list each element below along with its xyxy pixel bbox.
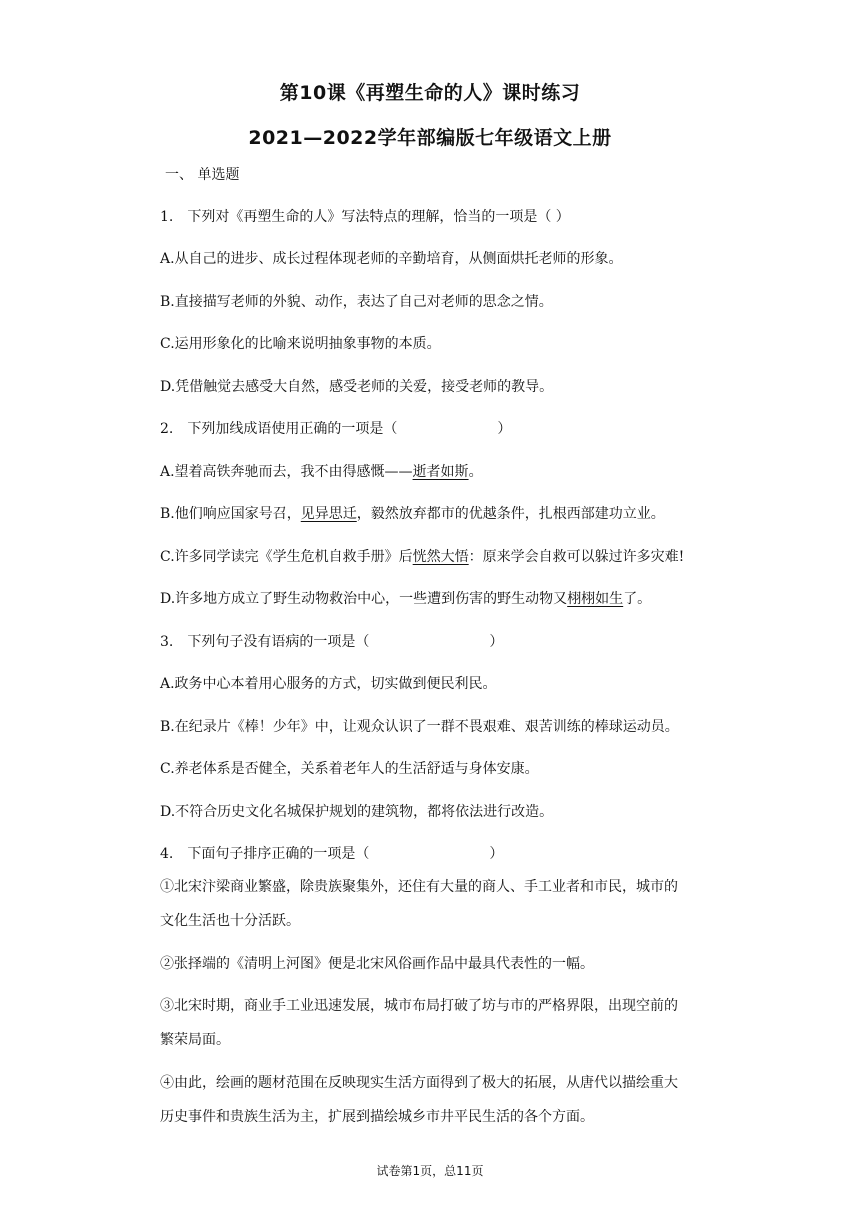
question-3-option-c: C.养老体系是否健全，关系着老年人的生活舒适与身体安康。 [160,761,539,777]
question-1-option-c: C.运用形象化的比喻来说明抽象事物的本质。 [160,336,441,352]
document-subtitle: 2021—2022学年部编版七年级语文上册 [248,127,612,149]
question-1-option-b: B.直接描写老师的外貌、动作，表达了自己对老师的思念之情。 [160,294,553,310]
question-2-option-b [160,503,665,523]
question-1-stem: 1. 下列对《再塑生命的人》写法特点的理解，恰当的一项是（ ） [160,209,570,225]
question-2-stem-text: 2. 下列加线成语使用正确的一项是（ [160,421,398,437]
question-3-option-a: A.政务中心本着用心服务的方式，切实做到便民利民。 [160,676,497,692]
question-1-option-a: A.从自己的进步、成长过程体现老师的辛勤培育，从侧面烘托老师的形象。 [160,251,623,267]
question-3-stem-text: 3. 下列句子没有语病的一项是（ [160,634,370,650]
question-2-option-c [160,546,684,566]
question-4-stem-close: ） [489,846,504,862]
question-3-option-d: D.不符合历史文化名城保护规划的建筑物，都将依法进行改造。 [160,804,554,820]
question-4-sentence-1: ①北宋汴梁商业繁盛，除贵族聚集外，还住有大量的商人、手工业者和市民，城市的 [160,879,678,895]
question-3-stem-close: ） [489,634,504,650]
option-text: ：原来学会自救可以躲过许多灾难! [468,549,685,565]
option-text: A.望着高铁奔驰而去，我不由得感慨—— [160,464,413,480]
section-heading: 一、 单选题 [165,167,240,183]
question-2-option-a [160,461,483,481]
underlined-idiom: 恍然大悟 [412,549,469,565]
question-4-sentence-3: ③北宋时期，商业手工业迅速发展，城市布局打破了坊与市的严格界限，出现空前的 [160,998,678,1014]
option-text: B.他们响应国家号召， [160,506,301,522]
underlined-idiom: 栩栩如生 [567,591,624,607]
question-4-stem [160,843,503,863]
question-4-sentence-3-cont: 繁荣局面。 [160,1032,230,1048]
question-2-stem-close: ） [497,421,512,437]
question-3-stem [160,631,503,651]
option-text: 。 [468,464,483,480]
option-text: 了。 [623,591,652,607]
question-4-sentence-4: ④由此，绘画的题材范围在反映现实生活方面得到了极大的拓展，从唐代以描绘重大 [160,1075,678,1091]
question-2-option-d [160,588,651,608]
question-3-option-b: B.在纪录片《棒！少年》中，让观众认识了一群不畏艰难、艰苦训练的棒球运动员。 [160,719,679,735]
question-4-sentence-4-cont: 历史事件和贵族生活为主，扩展到描绘城乡市井平民生活的各个方面。 [160,1109,594,1125]
option-text: C.许多同学读完《学生危机自救手册》后 [160,549,413,565]
underlined-idiom: 见异思迁 [300,506,357,522]
option-text: ，毅然放弃都市的优越条件，扎根西部建功立业。 [356,506,665,522]
question-2-stem [160,418,511,438]
underlined-idiom: 逝者如斯 [412,464,469,480]
question-1-option-d: D.凭借触觉去感受大自然，感受老师的关爱，接受老师的教导。 [160,379,554,395]
question-4-sentence-2: ②张择端的《清明上河图》便是北宋风俗画作品中最具代表性的一幅。 [160,956,594,972]
page-footer: 试卷第1页，总11页 [376,1164,484,1178]
option-text: D.许多地方成立了野生动物救治中心，一些遭到伤害的野生动物又 [160,591,568,607]
document-title: 第10课《再塑生命的人》课时练习 [279,82,581,104]
question-4-sentence-1-cont: 文化生活也十分活跃。 [160,913,300,929]
question-4-stem-text: 4. 下面句子排序正确的一项是（ [160,846,370,862]
